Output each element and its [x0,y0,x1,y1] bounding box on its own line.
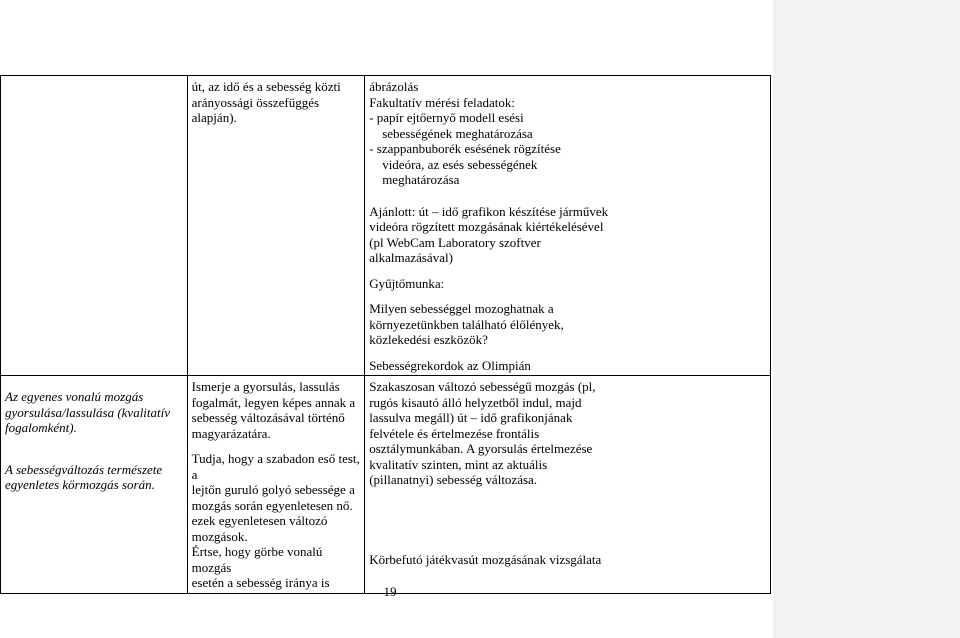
text-line: gyorsulása/lassulása (kvalitatív [5,404,171,420]
text-line: meghatározása [382,172,460,187]
text-line: A sebességváltozás természete [5,461,163,477]
text-line: sebességének meghatározása [382,125,533,141]
spacer [369,266,766,276]
text-line: rugós kisautó álló helyzetből indul, majd [369,394,582,410]
row1-topic-cell [1,76,188,376]
row1-activities-cell [365,76,771,376]
text-line: környezetünkben található élőlények, [369,316,564,332]
text-line: videóra, az esés sebességének [382,156,538,172]
text-line: Értse, hogy görbe vonalú mozgás [191,544,323,575]
text-line: - szappanbuborék esésének rögzítése [369,141,561,156]
page-number: 19 [383,584,397,599]
text-line: mozgás során egyenletesen nő. [191,497,353,513]
spacer [369,488,766,504]
spacer [369,188,766,204]
text-line: esetén a sebesség iránya is [191,575,330,590]
text-line: sebesség változásával történő [191,410,345,425]
row2-topic-cell [1,376,188,594]
right-margin-panel [773,0,960,638]
spacer [369,348,766,358]
text-line: Ajánlott: út – idő grafikon készítése járművek [369,203,609,219]
text-line: lejtőn guruló golyó sebessége a [191,482,355,497]
text-line: alkalmazásával) [369,250,453,265]
collection-title: Gyűjtőmunka: [369,275,445,291]
text-line: magyarázatára. [191,425,271,441]
text-line: (pillanatnyi) sebesség változása. [369,472,538,487]
row2-requirements-cell [187,376,365,594]
text-line: mozgások. [191,528,248,544]
text-line: Az egyenes vonalú mozgás [5,389,144,404]
table-row [1,376,771,594]
text-line: osztálymunkában. A gyorsulás értelmezése [369,441,593,456]
spacer [369,520,766,536]
row1-requirements-cell [187,76,365,376]
text-line: kvalitatív szinten, mint az aktuális [369,456,548,472]
spacer [5,452,183,462]
curriculum-table [0,75,771,594]
spacer [369,291,766,301]
text-line: Körbefutó játékvasút mozgásának vizsgálata [369,551,602,567]
text-line: fogalmát, legyen képes annak a [191,394,356,410]
text-line: Ismerje a gyorsulás, lassulás [191,379,340,394]
spacer [369,536,766,552]
text-line: felvétele és értelmezése frontális [369,425,540,441]
text-line: arányossági összefüggés alapján). [191,94,320,125]
spacer [5,379,183,389]
text-line: ezek egyenletesen változó [191,513,328,528]
spacer [192,441,361,451]
text-line: Fakultatív mérési feladatok: [369,94,516,110]
table-row [1,76,771,376]
text-line: (pl WebCam Laboratory szoftver [369,234,541,250]
text-line: egyenletes körmozgás során. [5,477,155,492]
spacer [369,504,766,520]
records-line: Sebességrekordok az Olimpián [369,357,531,373]
text-line: videóra rögzített mozgásának kiértékelésével [369,219,604,234]
text-line: ábrázolás [369,79,419,94]
text-line: út, az idő és a sebesség közti [191,79,341,94]
text-line: - papír ejtőernyő modell esési [369,110,524,125]
text-line: lassulva megáll) út – idő grafikonjának [369,410,573,425]
spacer [5,436,183,452]
row2-activities-cell [365,376,771,594]
text-line: fogalomként). [5,420,77,435]
text-line: közlekedési eszközök? [369,332,488,347]
text-line: Milyen sebességgel mozoghatnak a [369,301,554,316]
text-line: Szakaszosan változó sebességű mozgás (pl, [369,379,596,394]
text-line: Tudja, hogy a szabadon eső test, a [191,451,360,482]
